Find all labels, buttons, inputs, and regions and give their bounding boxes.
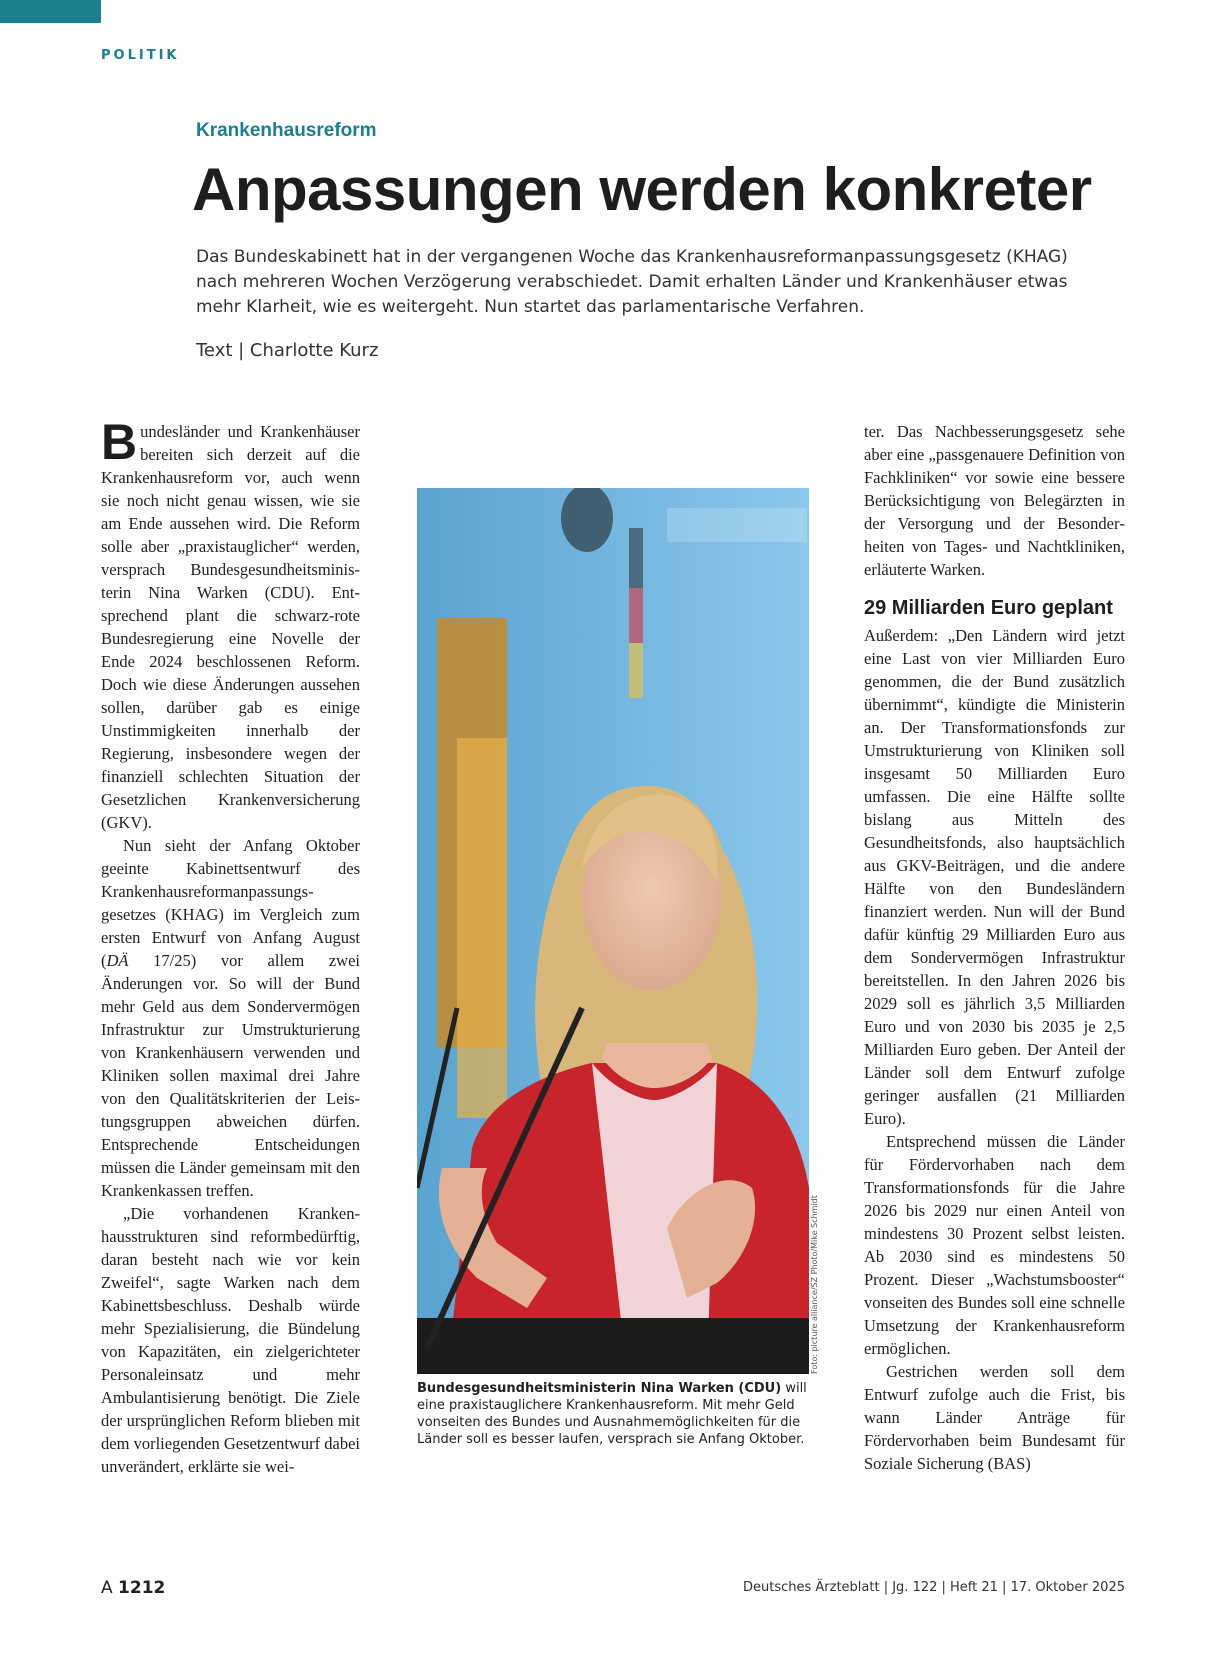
paragraph-text: Nun sieht der Anfang Oktober geeinte Kabinettsentwurf des Krankenhausreformanpassungsgesetzes (KHAG) im Vergleich zum ersten Entwurf von Anfang August ( — [101, 836, 360, 970]
body-column-left — [101, 414, 360, 1478]
drop-cap: B — [101, 414, 138, 470]
article-lead: Das Bundeskabinett hat in der vergangenen Woche das Krankenhausreformanpassungsgesetz (KHAG) nach mehreren Wochen Verzögerung verabschiedet. Damit erhalten Länder und Krankenhäuser etwas mehr Klarheit, wie es weitergeht. Nun startet das parlamentarische Verfahren. — [196, 247, 1068, 317]
page-number — [101, 1578, 165, 1598]
body-paragraph — [101, 834, 360, 1202]
body-paragraph: ter. Das Nachbesserungsgesetz sehe aber eine „passgenauere Definition von Fachkliniken“ vor sowie eine bessere Berücksichtigung von Belegärzten in der Versorgung und der Besonderheiten von Tages- und Nachtkliniken, erläuterte Warken. — [864, 422, 1125, 579]
body-column-right — [864, 420, 1125, 1475]
photo-minister-speaking — [417, 488, 809, 1374]
article-photo — [417, 488, 809, 1374]
article-byline: Text | Charlotte Kurz — [196, 340, 379, 361]
section-accent-bar — [0, 0, 101, 23]
journal-reference: DÄ — [106, 951, 129, 970]
body-paragraph — [101, 414, 360, 834]
publication-info: Deutsches Ärzteblatt | Jg. 122 | Heft 21 | 17. Oktober 2025 — [742, 1580, 1125, 1595]
photo-credit: Foto: picture alliance/SZ Photo/Mike Schmidt — [810, 1195, 819, 1374]
page-prefix: A — [101, 1578, 113, 1598]
article-headline: Anpassungen werden konkreter — [192, 156, 1092, 223]
paragraph-text: undesländer und Krankenhäuser bereiten sich derzeit auf die Krankenhausreform vor, auch wenn sie noch nicht genau wissen, wie sie am Ende aussehen wird. Die Reform solle aber „praxistauglicher“ werden, versprach Bundesgesundheitsministerin Nina Warken (CDU). Entsprechend plant die schwarz-rote Bundesregierung eine Novelle der Ende 2024 beschlossenen Reform. Doch wie diese Änderungen aussehen sollen, darüber gab es einige Unstimmigkeiten innerhalb der Regierung, insbesondere wegen der finanziell schlechten Situation der Gesetzlichen Krankenversicherung (GKV). — [101, 422, 360, 832]
body-paragraph: Entsprechend müssen die Länder für Fördervorhaben nach dem Transformationsfonds für die Jahre 2026 bis 2029 nur einen Anteil von mindestens 30 Prozent selbst leisten. Ab 2030 sind es mindestens 50 Prozent. Dieser „Wachstumsbooster“ vonseiten des Bundes soll eine schnelle Umsetzung der Krankenhausreform ermöglichen. — [864, 1132, 1125, 1358]
article-kicker: Krankenhausreform — [196, 120, 377, 141]
caption-bold: Bundesgesundheitsministerin Nina Warken (CDU) — [417, 1381, 782, 1396]
caption-text: will eine praxistauglichere Krankenhausreform. Mit mehr Geld vonseiten des Bundes und Ausnahmemöglichkeiten für die Länder soll es besser laufen, versprach sie Anfang Oktober. — [417, 1381, 807, 1447]
body-paragraph: Gestrichen werden soll dem Entwurf zufolge auch die Frist, bis wann Länder Anträge für Fördervorhaben beim Bundesamt für Soziale Sicherung (BAS) — [864, 1362, 1125, 1473]
photo-caption — [417, 1380, 809, 1448]
section-label: POLITIK — [101, 48, 180, 63]
section-subheading: 29 Milliarden Euro geplant — [864, 597, 1113, 619]
paragraph-text: 17/25) vor allem zwei Änderungen vor. So will der Bund mehr Geld aus dem Sondervermögen Infrastruktur zur Umstrukturierung von Krankenhäusern verwenden und Kliniken sollen maximal drei Jahre von den Qualitätskriterien der Leistungsgruppen abweichen dürfen. Entsprechende Entscheidungen müssen die Länder gemeinsam mit den Krankenkassen treffen. — [101, 951, 360, 1200]
page-number-value: 1212 — [118, 1578, 166, 1598]
body-paragraph: „Die vorhandenen Krankenhausstrukturen sind reformbedürftig, daran besteht nach wie vor kein Zweifel“, sagte Warken nach dem Kabinettsbeschluss. Deshalb würde mehr Spezialisierung, die Bündelung von Kapazitäten, ein zielgerichteter Personaleinsatz und mehr Ambulantisierung benötigt. Die Ziele der ursprünglichen Reform blieben mit dem vorliegenden Gesetzentwurf dabei unverändert, erklärte sie wei- — [101, 1204, 360, 1476]
body-paragraph: Außerdem: „Den Ländern wird jetzt eine Last von vier Milliarden Euro genommen, die der Bund zusätzlich übernimmt“, kündigte die Ministerin an. Der Transformationsfonds zur Umstrukturierung von Kliniken soll insgesamt 50 Milliarden Euro umfassen. Die eine Hälfte sollte bislang aus Mitteln des Gesundheitsfonds, also hauptsächlich aus GKV-Beiträgen, und die andere Hälfte von den Bundesländern finanziert werden. Nun will der Bund dafür künftig 29 Milliarden Euro aus dem Sondervermögen Infrastruktur bereitstellen. In den Jahren 2026 bis 2029 soll es jährlich 3,5 Milliarden Euro und von 2030 bis 2035 je 2,5 Milliarden Euro geben. Der Anteil der Länder soll dem Entwurf zufolge geringer ausfallen (21 Milliarden Euro). — [864, 626, 1125, 1128]
